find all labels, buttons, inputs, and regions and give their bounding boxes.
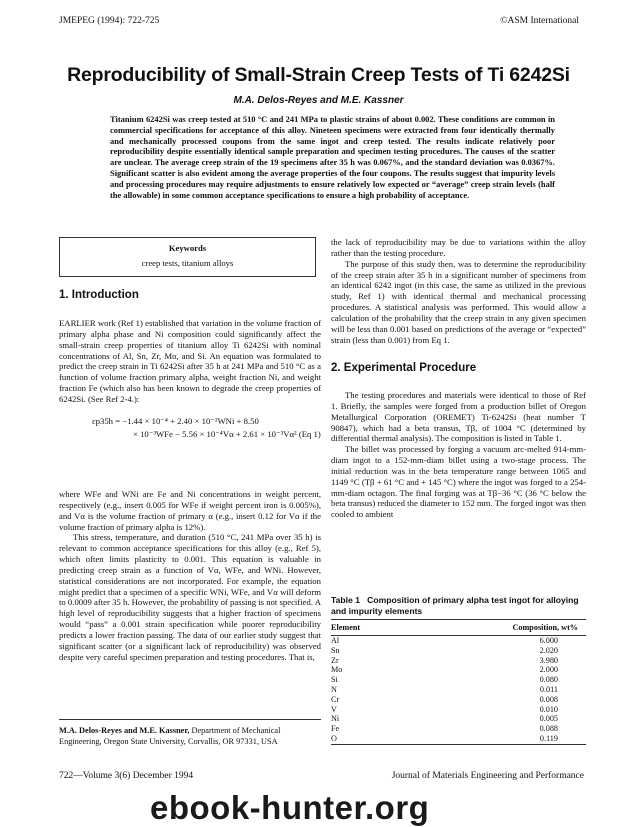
table-cell-composition: 0.010: [539, 704, 558, 714]
keywords-title: Keywords: [168, 243, 207, 253]
table-row: [331, 636, 586, 646]
author-footnote: [59, 719, 321, 747]
journal-ref: JMEPEG (1994): 722-725: [59, 16, 160, 26]
equation-line-2: × 10⁻³WFe − 5.56 × 10⁻⁴Vα + 2.61 × 10⁻³Vα² (Eq 1): [133, 429, 321, 439]
table-row: [331, 675, 586, 685]
table-cell-composition: 6.000: [539, 636, 558, 645]
table-row: [331, 665, 586, 675]
right-paragraph-3: The testing procedures and materials were identical to those of Ref 1. Briefly, the samples were forged from a production billet of Oregon Metallurgical Corporation (OREMET) Ti-6242Si (heat number T 90847), which had a beta transus, Tβ, of 1004 °C (determined by differential thermal analysis). The composition is listed in Table 1.: [331, 390, 586, 444]
intro-column: [59, 318, 321, 405]
watermark: ebook-hunter.org: [150, 789, 430, 826]
table-cell-composition: 0.008: [539, 694, 558, 704]
intro-column-2: [59, 489, 321, 663]
equation-1: [92, 415, 327, 441]
table-row: [331, 695, 586, 705]
table-row: [331, 714, 586, 724]
table-row: [331, 656, 586, 666]
table-cell-composition: 2.000: [539, 665, 558, 675]
table-cell-element: Ni: [331, 714, 340, 724]
table-1-label: Table 1: [331, 595, 360, 605]
table-1-caption: [331, 595, 581, 616]
table-cell-element: Cr: [331, 694, 340, 704]
table-cell-element: Mo: [331, 665, 343, 675]
table-cell-element: Sn: [331, 645, 340, 655]
abstract: Titanium 6242Si was creep tested at 510 °C and 241 MPa to plastic strains of about 0.002. These conditions are common in commercial specifications for acceptance of this alloy. Nineteen specimens were extracted from four identically thermally and mechanically processed coupons from the same ingot and creep tested. The results indicate relatively poor reproducibility despite essentially identical sample preparation and specimen testing procedures. The causes of the scatter are unclear. The average creep strain of the 19 specimens after 35 h was 0.067%, and the standard deviation was 0.0367%. Significant scatter is also evident among the average properties of the four coupons. The results suggest that impurity levels and processing procedures may require adjustments to ensure relatively low expected or “average” creep strain levels (half the allowable) in some common acceptance specifications to ensure a high probability of acceptance.: [110, 114, 555, 200]
table-cell-composition: 0.080: [539, 675, 558, 685]
table-cell-element: Fe: [331, 724, 340, 734]
experimental-column: [331, 390, 586, 520]
table-cell-composition: 3.980: [539, 655, 558, 665]
table-cell-composition: 0.088: [539, 724, 558, 734]
intro-paragraph-1: EARLIER work (Ref 1) established that variation in the volume fraction of primary alpha phase and Ni composition could significantly affect the small-strain creep properties of titanium alloy Ti 6242Si with nominal concentrations of Al, Sn, Zr, Mo, and Si. An equation was formulated to predict the creep strain in Ti 6242Si after 35 h at 241 MPa and 510 °C as a function of volume fraction primary alpha, weight fraction Ni, and weight fraction Fe (which also has been known to degrade the creep properties of 6242Si. (See Ref 2-4.):: [59, 318, 321, 404]
footer-journal: Journal of Materials Engineering and Performance: [391, 771, 584, 781]
keywords-values: creep tests, titanium alloys: [141, 258, 234, 268]
table-body: [331, 636, 586, 745]
right-paragraph-4: The billet was processed by forging a vacuum arc-melted 914-mm-diam ingot to a 152-mm-diam billet using a two-stage process. The initial reduction was in the beta temperature range between 1065 and 1149 °C (Tβ + 61 °C and + 145 °C) where the ingot was forged to a 254-mm-diam octagon. The final forging was at Tβ−36 °C (36 °C below the beta transus) reduced the diameter to 152 mm. The forged ingot was then cooled to ambient: [331, 444, 586, 520]
table-row: [331, 724, 586, 734]
table-cell-element: O: [331, 733, 337, 743]
equation-line-1: εp35h = −1.44 × 10⁻⁴ + 2.40 × 10⁻²WNi + 8.50: [92, 416, 259, 426]
table-header-composition: Composition, wt%: [512, 623, 578, 632]
table-header-element: Element: [331, 623, 361, 632]
table-row: [331, 646, 586, 656]
table-1-caption-text: Composition of primary alpha test ingot for alloying and impurity elements: [331, 595, 579, 616]
table-cell-element: Si: [331, 675, 338, 685]
table-row: [331, 705, 586, 715]
copyright: ©ASM International: [500, 16, 579, 26]
footnote-names: M.A. Delos-Reyes and M.E. Kassner,: [59, 726, 190, 735]
right-column: [331, 237, 586, 345]
footnote-affiliation: Department of Mechanical Engineering, Oregon State University, Corvallis, OR 97331, USA: [59, 726, 281, 746]
table-row: [331, 685, 586, 695]
table-cell-composition: 0.119: [539, 733, 558, 743]
composition-table: [331, 619, 586, 745]
table-row: [331, 734, 586, 744]
table-cell-element: Al: [331, 636, 340, 645]
right-paragraph-2: The purpose of this study then, was to determine the reproducibility of the creep strain after 35 h in a significant number of specimens from an identical 6242 ingot (in this case, the same as utilized in the previous study, Ref 1) with identical thermal and mechanical processing procedures. A statistical analysis was performed. This would allow a calculation of the probability that the creep strain in any given specimen will be less than 0.001 based on predictions of the average or “expected” strain (less than 0.001) from Eq 1.: [331, 258, 586, 345]
intro-heading: 1. Introduction: [59, 289, 139, 301]
table-cell-element: Zr: [331, 655, 339, 665]
table-cell-composition: 2.020: [539, 645, 558, 655]
table-cell-composition: 0.011: [539, 684, 558, 694]
paper-authors: M.A. Delos-Reyes and M.E. Kassner: [233, 95, 404, 106]
intro-paragraph-3: This stress, temperature, and duration (510 °C, 241 MPa over 35 h) is relevant to common acceptance specifications for this alloy (e.g., Ref 5), which often limits plasticity to 0.001. This equation is valuable in predicting creep strain as a function of Vα, WFe, and WNi. However, statistical considerations are not incorporated. For example, the equation might predict that a specimen of a specific WNi, WFe, and Vα will deform to 0.0009 after 35 h. However, the probability of passing is not specified. A high level of reproducibility suggests that a higher fraction of specimens would “pass” a 0.001 strain specification while poorer reproducibility predicts a lower fraction passing. The data of our earlier study suggest that significant scatter (or a significant lack of reproducibility) was observed despite very careful specimen preparation and testing procedures. That is,: [59, 532, 321, 662]
keywords-box: [59, 237, 316, 277]
right-paragraph-1: the lack of reproducibility may be due to variations within the alloy rather than the testing procedure.: [331, 237, 586, 258]
table-cell-composition: 0.005: [539, 714, 558, 724]
footer-volume: 722—Volume 3(6) December 1994: [59, 771, 194, 781]
table-cell-element: V: [331, 704, 337, 714]
table-cell-element: N: [331, 684, 337, 694]
paper-title: Reproducibility of Small-Strain Creep Tests of Ti 6242Si: [67, 64, 570, 86]
experimental-heading: 2. Experimental Procedure: [331, 362, 477, 374]
intro-paragraph-2: where WFe and WNi are Fe and Ni concentrations in weight percent, respectively (e.g., insert 0.005 for WFe if weight percent iron is 0.005%), and Vα is the volume fraction of primary α (e.g., insert 0.12 for Vα if the volume fraction of primary alpha is 12%).: [59, 489, 321, 532]
